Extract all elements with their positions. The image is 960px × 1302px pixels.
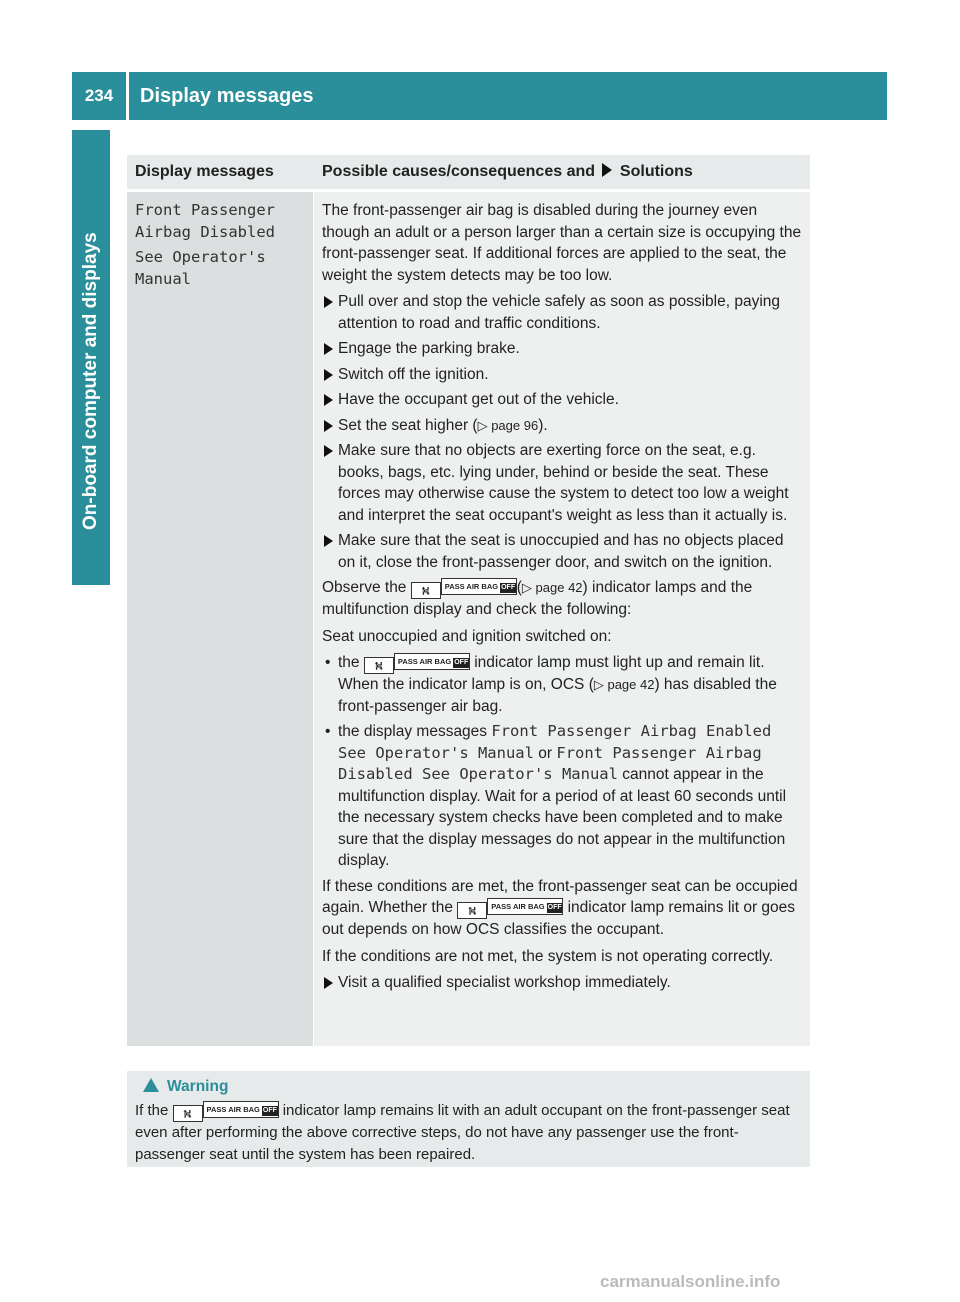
page-title: Display messages	[140, 85, 314, 107]
page-reference-link[interactable]: ▷ page 42	[593, 677, 655, 692]
condition-bullet: • the display messages Front Passenger Airbag Enabled See Operator's Manual or Front Passenger Airbag Disabled See Operator's Manual cannot appear in the multifunction display. Wait for a period of at least 60 seconds until the necessary system checks have been completed and to make sure that the display messages do not appear in the multifunction display.	[322, 721, 804, 872]
step-item: Visit a qualified specialist workshop immediately.	[322, 972, 804, 994]
step-item: Switch off the ignition.	[322, 364, 804, 386]
pass-air-bag-off-icon: PASS AIR BAG OFF	[394, 653, 470, 670]
step-item: Pull over and stop the vehicle safely as soon as possible, paying attention to road and traffic conditions.	[322, 291, 804, 334]
pass-air-bag-off-icon: PASS AIR BAG OFF	[487, 898, 563, 915]
table-header	[127, 155, 810, 189]
step-item: Have the occupant get out of the vehicle.	[322, 389, 804, 411]
seat-condition-text: Seat unoccupied and ignition switched on:	[322, 627, 612, 645]
child-seat-icon: ⛕	[411, 582, 441, 599]
display-message-inline: Front Passenger Airbag Disabled See Operator's Manual	[338, 743, 762, 783]
display-message-inline: Front Passenger Airbag Enabled See Operator's Manual	[338, 722, 772, 762]
page-reference-link[interactable]: ▷ page 42	[521, 580, 583, 595]
pass-air-bag-off-icon: PASS AIR BAG OFF	[203, 1101, 279, 1118]
condition-bullet: • the ⛕ PASS AIR BAG OFF indicator lamp must light up and remain lit. When the indicator lamp is on, OCS (▷ page 42) has disabled the front-passenger air bag.	[322, 652, 804, 717]
pass-air-bag-off-icon: PASS AIR BAG OFF	[441, 578, 517, 595]
col2-header: Possible causes/consequences and Solutions	[322, 163, 693, 180]
message-line: Manual	[135, 269, 191, 288]
warning-box	[127, 1071, 810, 1167]
watermark: carmanualsonline.info	[600, 1272, 781, 1291]
message-line: See Operator's	[135, 248, 266, 266]
child-seat-icon: ⛕	[457, 902, 487, 919]
conditions-not-met-text: If the conditions are not met, the system is not operating correctly.	[322, 947, 774, 965]
solutions-cell	[314, 192, 810, 1046]
header-divider	[126, 72, 129, 120]
child-seat-icon: ⛕	[173, 1105, 203, 1122]
message-line: Airbag Disabled	[135, 222, 275, 241]
table-row	[127, 192, 810, 1046]
observe-text: Observe the ⛕ PASS AIR BAG OFF (▷ page 42) indicator lamps and the multifunction display and check the following:	[322, 579, 753, 618]
message-line: Front Passenger	[135, 201, 275, 219]
step-item: Engage the parking brake.	[322, 338, 804, 360]
conditions-met-text: If these conditions are met, the front-passenger seat can be occupied again. Whether the ⛕ PASS AIR BAG OFF indicator lamp remains lit or goes out depends on how OCS classifies the occupant.	[322, 877, 798, 938]
intro-text: The front-passenger air bag is disabled during the journey even though an adult or a person larger than a certain size is occupying the front-passenger seat. If additional forces are applied to the seat, the weight the system detects may be too low.	[322, 202, 802, 284]
side-tab-label: On-board computer and displays	[80, 232, 101, 530]
warning-heading: Warning	[135, 1076, 802, 1098]
page-reference-link[interactable]: ▷ page 96	[477, 417, 539, 433]
warning-text: If the ⛕ PASS AIR BAG OFF indicator lamp remains lit with an adult occupant on the front-passenger seat even after performing the above corrective steps, do not have any passenger use the front-passenger seat until the system has been repaired.	[135, 1102, 790, 1163]
solutions-arrow-icon	[602, 163, 612, 177]
warning-icon	[143, 1078, 159, 1092]
child-seat-icon: ⛕	[364, 657, 394, 674]
display-messages-table	[127, 155, 810, 1046]
step-item: Make sure that the seat is unoccupied and has no objects placed on it, close the front-passenger door, and switch on the ignition.	[322, 530, 804, 573]
step-item: Make sure that no objects are exerting force on the seat, e.g. books, bags, etc. lying under, behind or beside the seat. These forces may otherwise cause the system to detect too low a weight and interpret the seat occupant's weight as less than it actually is.	[322, 440, 804, 526]
col1-header: Display messages	[135, 163, 274, 180]
step-item: Set the seat higher (▷ page 96).	[322, 415, 804, 437]
message-cell	[127, 192, 313, 1046]
page-number: 234	[84, 86, 114, 105]
